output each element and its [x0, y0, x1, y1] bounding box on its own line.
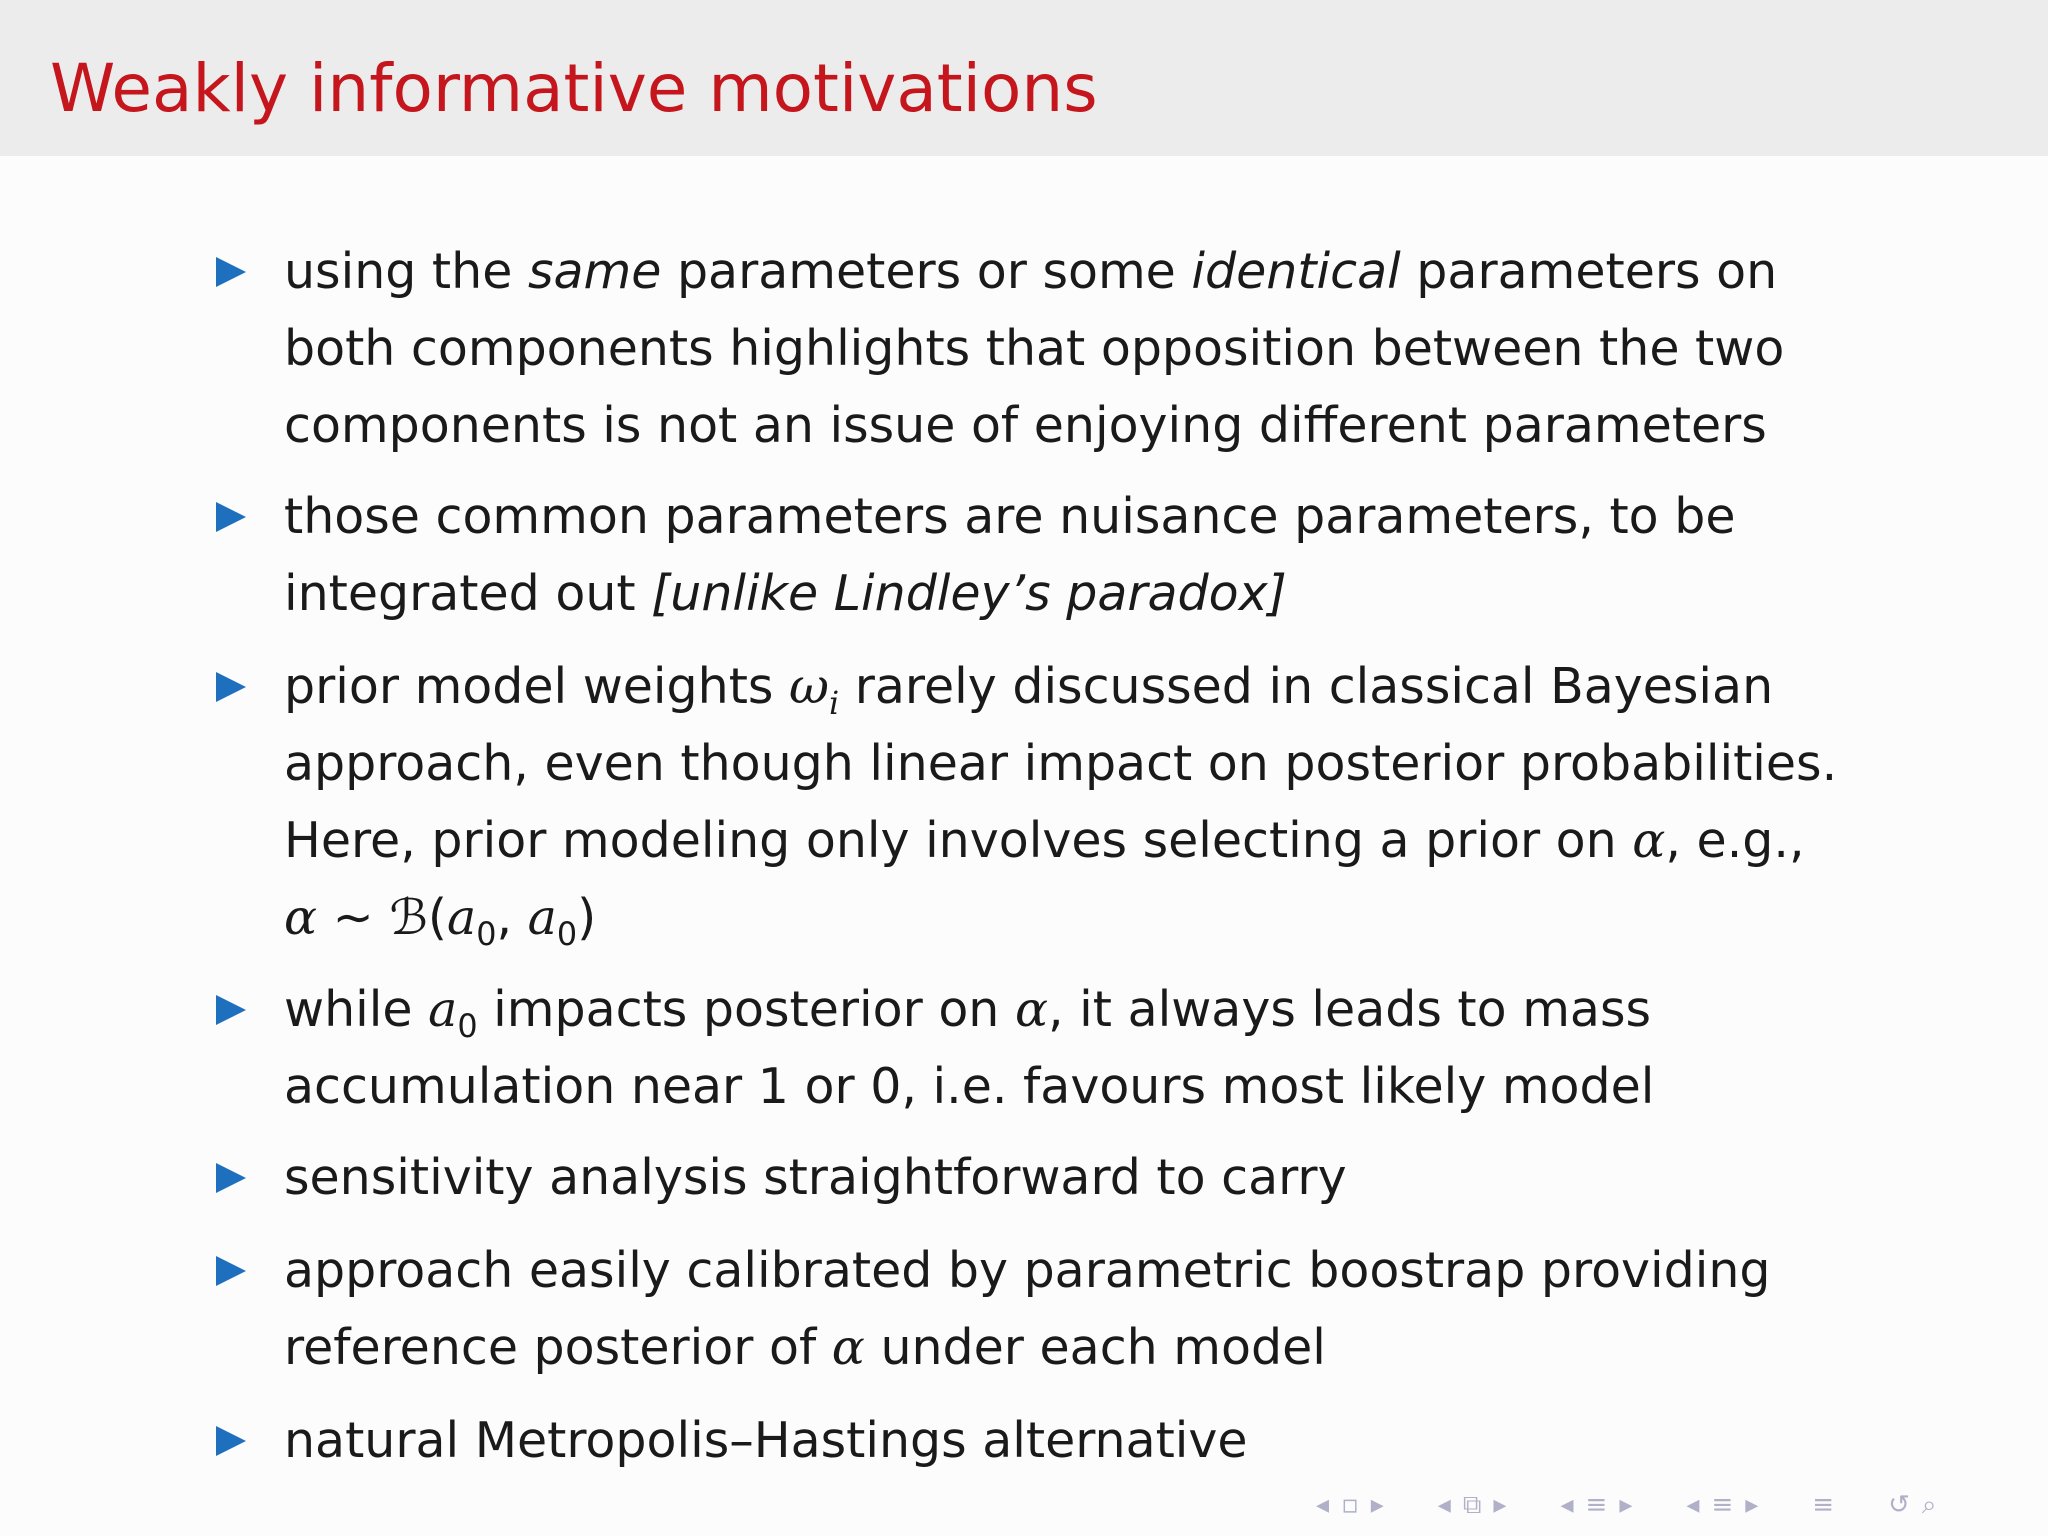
text: , it always leads to mass: [1048, 981, 1652, 1038]
bullet-triangle-icon: [216, 502, 246, 532]
subsection-icon[interactable]: ⧉: [1462, 1489, 1482, 1520]
bullet-item-6: [284, 1232, 1904, 1386]
bullet-triangle-icon: [216, 1426, 246, 1456]
math-subscript: i: [829, 683, 840, 722]
arrow-left-icon[interactable]: ◂: [1437, 1490, 1451, 1520]
arrow-right-icon[interactable]: ▸: [1493, 1490, 1507, 1520]
bullet-line: [284, 971, 1904, 1048]
search-icon[interactable]: ⌕: [1921, 1489, 1937, 1520]
arrow-left-icon[interactable]: ◂: [1686, 1490, 1700, 1520]
slide-title: Weakly informative motivations: [50, 50, 1098, 127]
math-symbol: a: [446, 889, 477, 946]
align-icon[interactable]: ≡: [1812, 1490, 1835, 1520]
section-icon[interactable]: ≡: [1585, 1490, 1608, 1520]
math-operator: ∼: [317, 889, 390, 946]
bullet-line: [284, 648, 1904, 725]
text: while: [284, 981, 429, 1038]
math-symbol: α: [284, 889, 318, 946]
bullet-line: those common parameters are nuisance parameters, to be: [284, 488, 1736, 545]
slide-header: [0, 0, 2048, 156]
text: impacts posterior on: [477, 981, 1015, 1038]
bullet-line: both components highlights that opposition between the two: [284, 320, 1785, 377]
math-symbol: ω: [789, 658, 829, 715]
math-subscript: 0: [457, 1006, 478, 1045]
arrow-right-icon[interactable]: ▸: [1745, 1490, 1759, 1520]
arrow-left-icon[interactable]: ◂: [1560, 1490, 1574, 1520]
bullet-item-2: [284, 478, 1904, 632]
bullet-triangle-icon: [216, 257, 246, 287]
arrow-right-icon[interactable]: ▸: [1619, 1490, 1633, 1520]
bullet-line: [284, 879, 1904, 956]
section-icon[interactable]: ≡: [1711, 1490, 1734, 1520]
bullet-item-3: [284, 648, 1904, 956]
math-paren: (: [427, 889, 447, 946]
bullet-line: [284, 802, 1904, 879]
math-symbol: α: [1632, 812, 1666, 869]
bullet-item-5: [284, 1139, 1904, 1216]
bullet-line: approach, even though linear impact on posterior probabilities.: [284, 735, 1838, 792]
text: integrated out: [284, 565, 652, 622]
emphasis-text: [unlike Lindley’s paradox]: [651, 565, 1287, 622]
math-subscript: 0: [476, 914, 497, 953]
text: rarely discussed in classical Bayesian: [839, 658, 1774, 715]
math-comma: ,: [496, 889, 528, 946]
bullet-triangle-icon: [216, 1256, 246, 1286]
math-subscript: 0: [556, 914, 578, 953]
bullet-triangle-icon: [216, 995, 246, 1025]
bullet-item-4: [284, 971, 1904, 1125]
math-paren: ): [577, 889, 597, 946]
text: under each model: [864, 1319, 1326, 1376]
bullet-item-1: [284, 233, 1904, 464]
emphasis-text: same: [527, 243, 662, 300]
emphasis-text: identical: [1191, 243, 1401, 300]
text: , e.g.,: [1665, 812, 1805, 869]
frame-icon[interactable]: ▫: [1341, 1490, 1359, 1520]
text: using the: [284, 243, 528, 300]
math-beta-distribution: ℬ: [389, 889, 428, 946]
bullet-line: accumulation near 1 or 0, i.e. favours most likely model: [284, 1058, 1655, 1115]
bullet-line: [284, 555, 1904, 632]
text: prior model weights: [284, 658, 790, 715]
bullet-line: [284, 233, 1904, 310]
math-symbol: a: [428, 981, 458, 1038]
arrow-right-icon[interactable]: ▸: [1370, 1490, 1384, 1520]
bullet-line: [284, 1309, 1904, 1386]
text: parameters on: [1400, 243, 1778, 300]
math-symbol: α: [1014, 981, 1049, 1038]
bullet-line: approach easily calibrated by parametric boostrap providing: [284, 1242, 1771, 1299]
bullet-line: sensitivity analysis straightforward to carry: [284, 1149, 1347, 1206]
math-symbol: a: [527, 889, 557, 946]
bullet-triangle-icon: [216, 1163, 246, 1193]
bullet-line: components is not an issue of enjoying different parameters: [284, 397, 1767, 454]
math-symbol: α: [831, 1319, 865, 1376]
text: reference posterior of: [284, 1319, 832, 1376]
arrow-left-icon[interactable]: ◂: [1316, 1490, 1330, 1520]
text: Here, prior modeling only involves selecting a prior on: [284, 812, 1633, 869]
text: parameters or some: [661, 243, 1192, 300]
bullet-item-7: [284, 1402, 1904, 1479]
undo-icon[interactable]: ↺: [1888, 1490, 1910, 1520]
bullet-line: natural Metropolis–Hastings alternative: [284, 1412, 1248, 1469]
bullet-triangle-icon: [216, 672, 246, 702]
beamer-navigation-bar: [1310, 1490, 1942, 1520]
